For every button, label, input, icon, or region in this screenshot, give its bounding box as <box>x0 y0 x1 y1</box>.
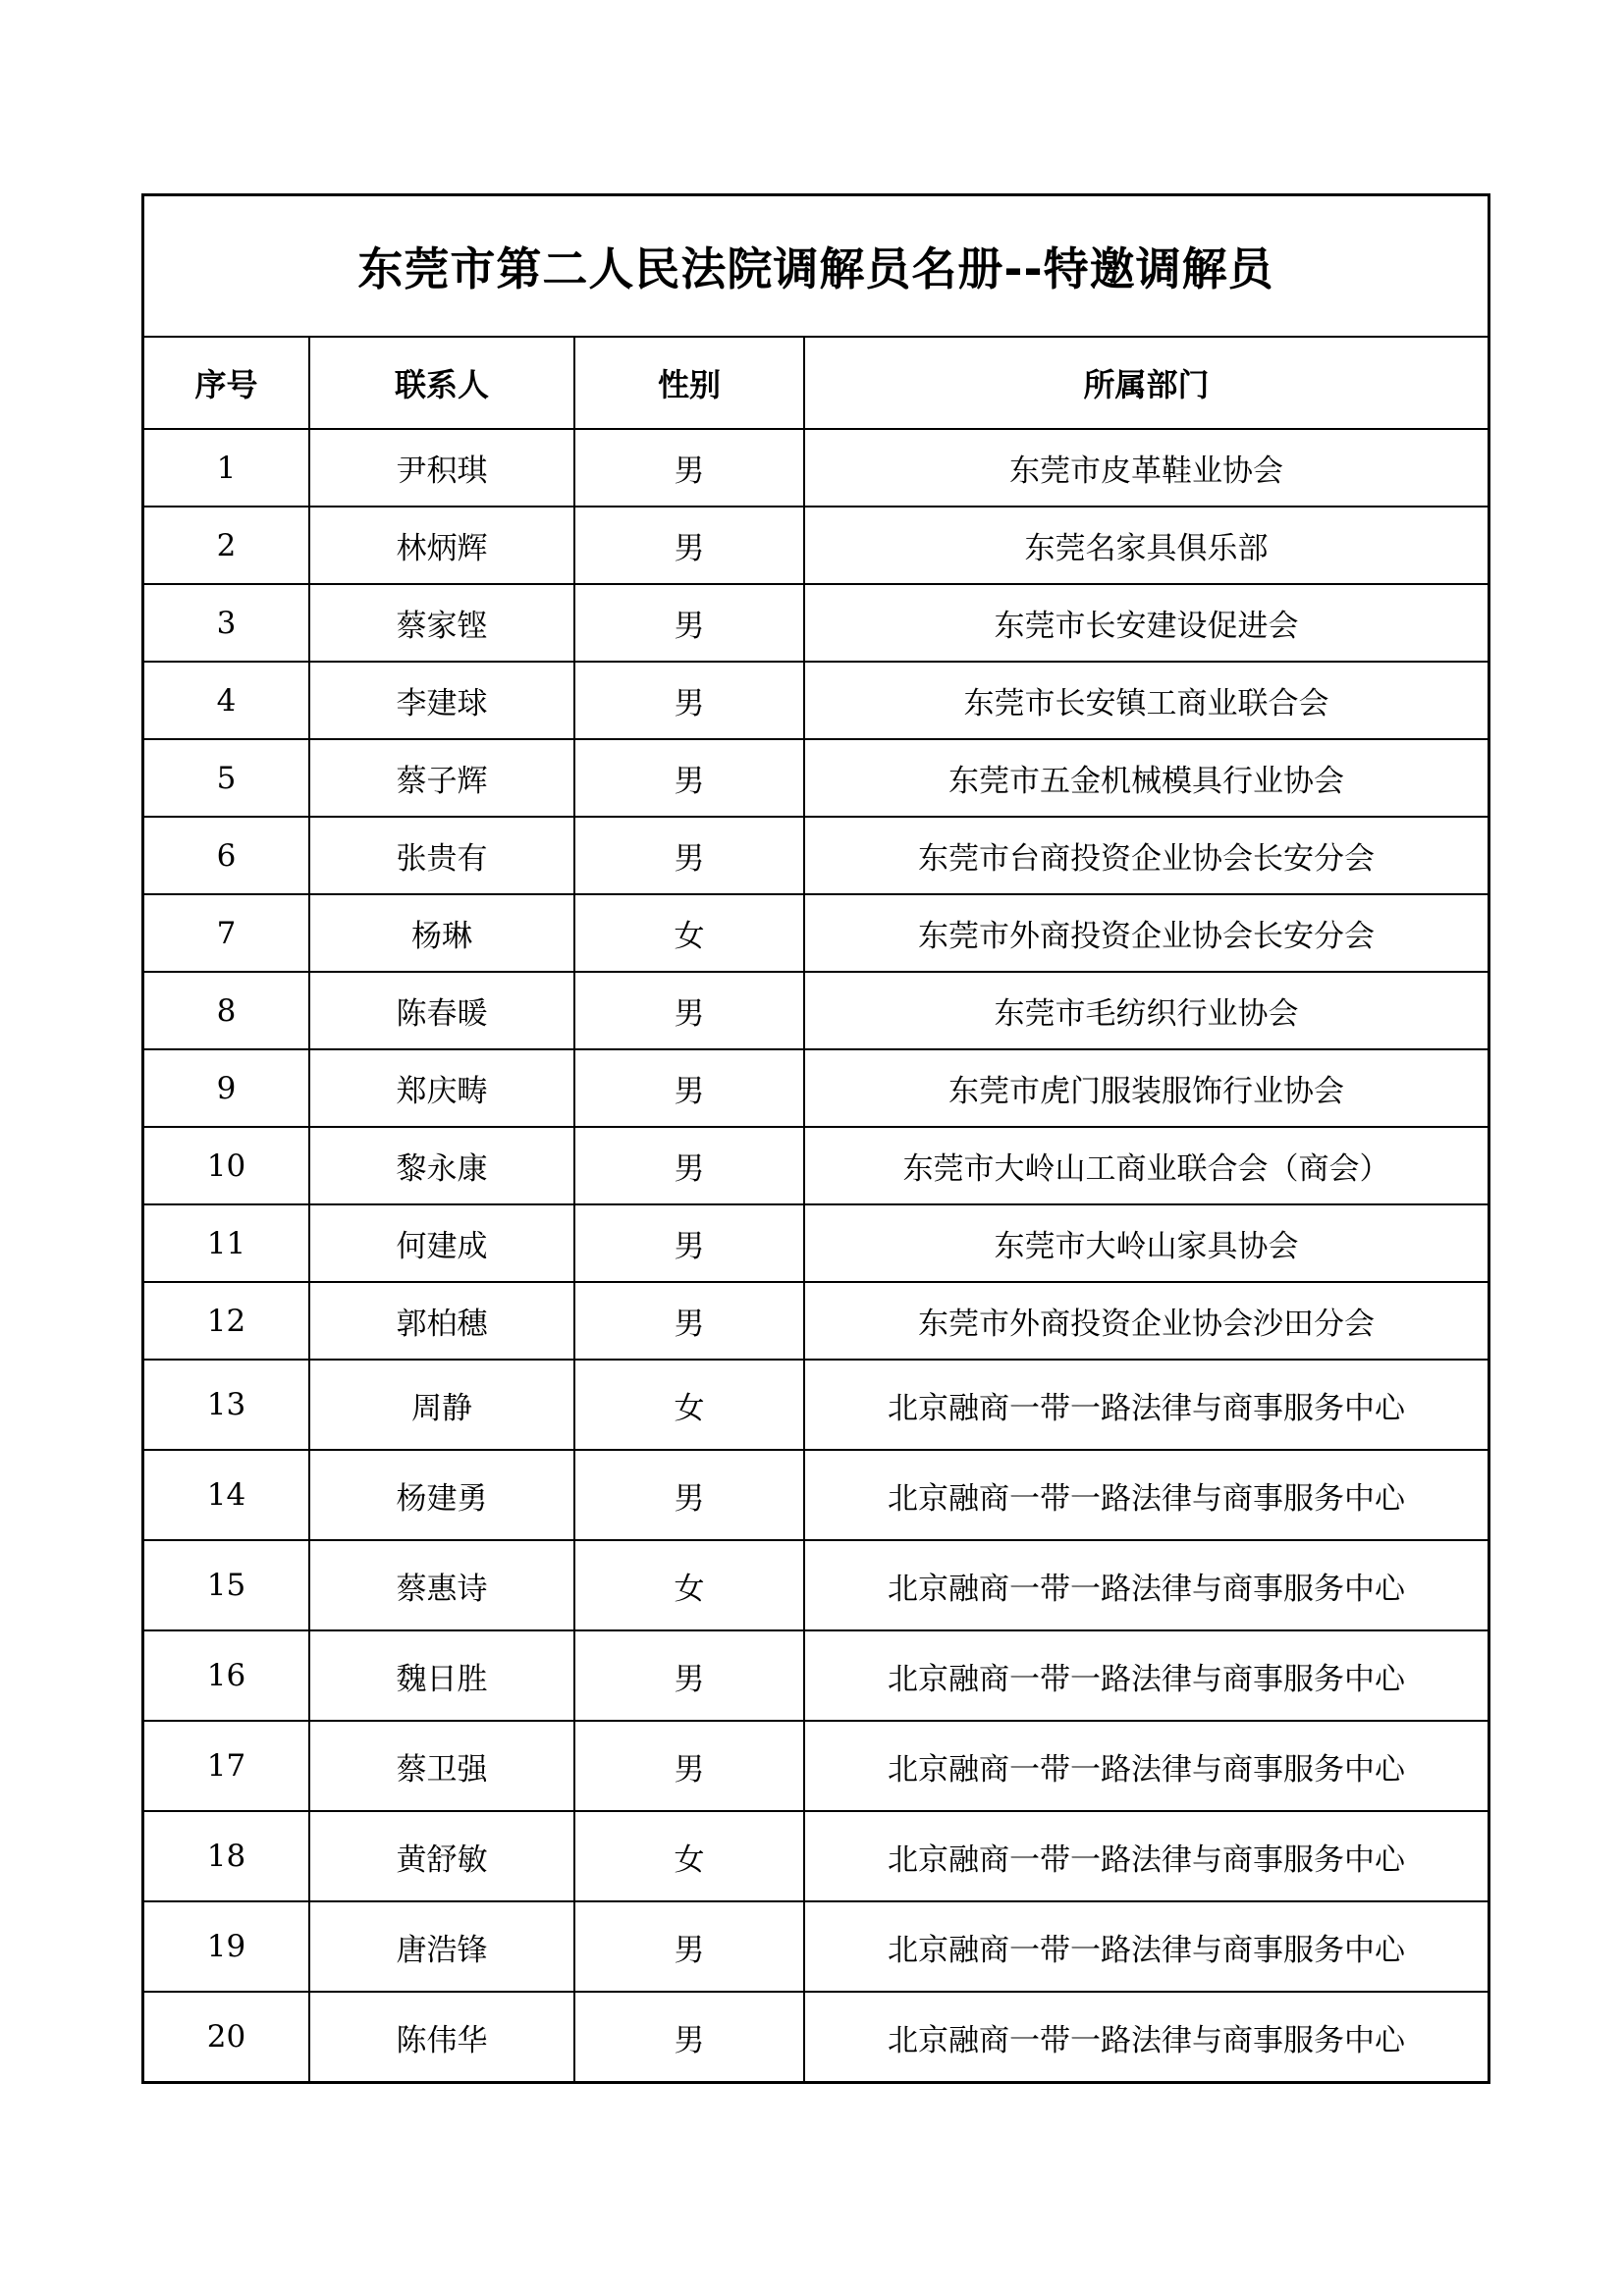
cell-contact: 杨琳 <box>309 894 574 972</box>
page-title: 东莞市第二人民法院调解员名册--特邀调解员 <box>144 196 1488 338</box>
cell-index: 11 <box>144 1204 309 1282</box>
cell-index: 7 <box>144 894 309 972</box>
cell-contact: 周静 <box>309 1360 574 1450</box>
table-row <box>144 1540 1488 1630</box>
cell-gender: 女 <box>574 1811 804 1901</box>
cell-department: 北京融商一带一路法律与商事服务中心 <box>804 1811 1488 1901</box>
cell-contact: 陈春暖 <box>309 972 574 1049</box>
cell-index: 20 <box>144 1992 309 2081</box>
cell-contact: 魏日胜 <box>309 1630 574 1721</box>
table-row <box>144 894 1488 972</box>
mediator-table <box>144 338 1488 2081</box>
cell-gender: 男 <box>574 1282 804 1360</box>
cell-department: 北京融商一带一路法律与商事服务中心 <box>804 1540 1488 1630</box>
cell-index: 10 <box>144 1127 309 1204</box>
cell-department: 北京融商一带一路法律与商事服务中心 <box>804 1901 1488 1992</box>
cell-department: 北京融商一带一路法律与商事服务中心 <box>804 1360 1488 1450</box>
cell-department: 北京融商一带一路法律与商事服务中心 <box>804 1630 1488 1721</box>
cell-index: 8 <box>144 972 309 1049</box>
cell-index: 3 <box>144 584 309 662</box>
cell-contact: 黎永康 <box>309 1127 574 1204</box>
cell-index: 17 <box>144 1721 309 1811</box>
table-row <box>144 1992 1488 2081</box>
cell-gender: 男 <box>574 662 804 739</box>
table-row <box>144 584 1488 662</box>
table-row <box>144 1630 1488 1721</box>
cell-contact: 张贵有 <box>309 817 574 894</box>
cell-index: 1 <box>144 429 309 507</box>
cell-gender: 男 <box>574 429 804 507</box>
cell-index: 12 <box>144 1282 309 1360</box>
table-row <box>144 662 1488 739</box>
cell-contact: 陈伟华 <box>309 1992 574 2081</box>
cell-gender: 男 <box>574 1992 804 2081</box>
cell-gender: 男 <box>574 1049 804 1127</box>
table-row <box>144 817 1488 894</box>
cell-contact: 李建球 <box>309 662 574 739</box>
cell-department: 东莞市皮革鞋业协会 <box>804 429 1488 507</box>
cell-gender: 男 <box>574 1630 804 1721</box>
cell-contact: 何建成 <box>309 1204 574 1282</box>
table-row <box>144 1721 1488 1811</box>
cell-gender: 男 <box>574 739 804 817</box>
cell-gender: 男 <box>574 1127 804 1204</box>
cell-gender: 男 <box>574 972 804 1049</box>
cell-department: 东莞市五金机械模具行业协会 <box>804 739 1488 817</box>
column-header-department: 所属部门 <box>804 338 1488 429</box>
table-row <box>144 1360 1488 1450</box>
column-header-contact: 联系人 <box>309 338 574 429</box>
table-row <box>144 739 1488 817</box>
table-row <box>144 1282 1488 1360</box>
table-row <box>144 972 1488 1049</box>
cell-contact: 林炳辉 <box>309 507 574 584</box>
cell-index: 14 <box>144 1450 309 1540</box>
column-header-index: 序号 <box>144 338 309 429</box>
cell-contact: 蔡家铿 <box>309 584 574 662</box>
cell-gender: 男 <box>574 507 804 584</box>
table-row <box>144 1204 1488 1282</box>
table-header-row <box>144 338 1488 429</box>
cell-contact: 唐浩锋 <box>309 1901 574 1992</box>
cell-contact: 蔡惠诗 <box>309 1540 574 1630</box>
cell-department: 东莞市台商投资企业协会长安分会 <box>804 817 1488 894</box>
cell-gender: 男 <box>574 1204 804 1282</box>
table-row <box>144 1901 1488 1992</box>
cell-index: 15 <box>144 1540 309 1630</box>
table-row <box>144 1450 1488 1540</box>
cell-contact: 黄舒敏 <box>309 1811 574 1901</box>
cell-gender: 女 <box>574 1540 804 1630</box>
cell-department: 北京融商一带一路法律与商事服务中心 <box>888 2022 1405 2058</box>
table-row <box>144 429 1488 507</box>
cell-index: 4 <box>144 662 309 739</box>
cell-index: 5 <box>144 739 309 817</box>
column-header-gender: 性别 <box>574 338 804 429</box>
table-row <box>144 1049 1488 1127</box>
mediator-roster-sheet <box>141 193 1490 2084</box>
cell-index: 19 <box>144 1901 309 1992</box>
table-row <box>144 1127 1488 1204</box>
cell-department: 东莞市外商投资企业协会沙田分会 <box>804 1282 1488 1360</box>
cell-index: 18 <box>144 1811 309 1901</box>
cell-gender: 男 <box>574 584 804 662</box>
cell-gender: 女 <box>574 894 804 972</box>
cell-contact: 郭柏穗 <box>309 1282 574 1360</box>
cell-contact: 郑庆畴 <box>309 1049 574 1127</box>
cell-department: 东莞市长安镇工商业联合会 <box>804 662 1488 739</box>
cell-department: 东莞市长安建设促进会 <box>804 584 1488 662</box>
cell-department: 东莞市大岭山家具协会 <box>804 1204 1488 1282</box>
cell-department: 东莞名家具俱乐部 <box>804 507 1488 584</box>
cell-index: 9 <box>144 1049 309 1127</box>
table-row <box>144 507 1488 584</box>
cell-gender: 男 <box>574 1901 804 1992</box>
cell-department: 北京融商一带一路法律与商事服务中心 <box>804 1721 1488 1811</box>
cell-index: 13 <box>144 1360 309 1450</box>
cell-index: 6 <box>144 817 309 894</box>
cell-contact: 蔡子辉 <box>309 739 574 817</box>
cell-gender: 女 <box>574 1360 804 1450</box>
cell-contact: 蔡卫强 <box>309 1721 574 1811</box>
cell-gender: 男 <box>574 817 804 894</box>
cell-contact: 尹积琪 <box>309 429 574 507</box>
cell-department: 东莞市虎门服装服饰行业协会 <box>804 1049 1488 1127</box>
cell-department: 东莞市毛纺织行业协会 <box>804 972 1488 1049</box>
cell-index: 16 <box>144 1630 309 1721</box>
cell-contact: 杨建勇 <box>309 1450 574 1540</box>
cell-gender: 男 <box>574 1721 804 1811</box>
cell-gender: 男 <box>574 1450 804 1540</box>
table-row <box>144 1811 1488 1901</box>
cell-index: 2 <box>144 507 309 584</box>
cell-department: 东莞市外商投资企业协会长安分会 <box>804 894 1488 972</box>
cell-department: 北京融商一带一路法律与商事服务中心 <box>804 1450 1488 1540</box>
cell-department: 东莞市大岭山工商业联合会（商会） <box>804 1127 1488 1204</box>
